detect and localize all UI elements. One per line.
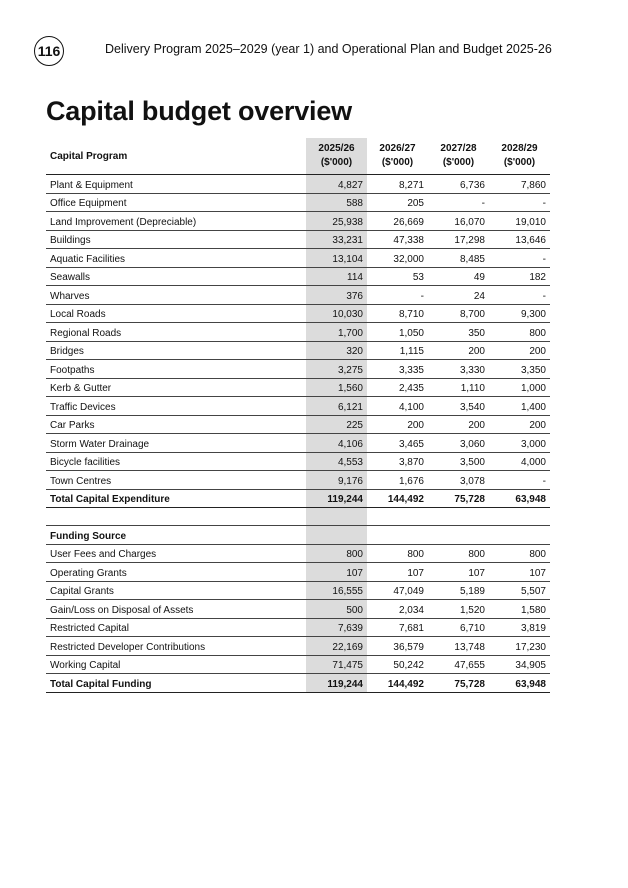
table-row <box>46 600 550 619</box>
table-row <box>46 655 550 674</box>
row-value: 1,000 <box>489 378 550 397</box>
row-value: 3,275 <box>306 360 367 379</box>
row-value: 26,669 <box>367 212 428 231</box>
table-row <box>46 341 550 360</box>
row-label: Kerb & Gutter <box>46 378 306 397</box>
row-value: 1,110 <box>428 378 489 397</box>
row-value: 144,492 <box>367 489 428 508</box>
row-value: 49 <box>428 267 489 286</box>
row-value: 4,827 <box>306 175 367 194</box>
row-label: Aquatic Facilities <box>46 249 306 268</box>
column-unit: ($'000) <box>381 157 414 168</box>
row-value: 1,050 <box>367 323 428 342</box>
row-value: 8,700 <box>428 304 489 323</box>
row-label: Wharves <box>46 286 306 305</box>
spacer-cell <box>428 508 489 526</box>
row-value: 800 <box>489 323 550 342</box>
row-label: Footpaths <box>46 360 306 379</box>
row-value: 225 <box>306 415 367 434</box>
spacer-cell <box>306 526 367 545</box>
row-value: 53 <box>367 267 428 286</box>
row-value: 107 <box>367 563 428 582</box>
row-value: 144,492 <box>367 674 428 693</box>
row-value: 800 <box>367 544 428 563</box>
spacer-cell <box>306 508 367 526</box>
row-value: 16,555 <box>306 581 367 600</box>
row-label: Plant & Equipment <box>46 175 306 194</box>
column-unit: ($'000) <box>503 157 536 168</box>
section-label: Funding Source <box>46 526 306 545</box>
row-value: 376 <box>306 286 367 305</box>
row-value: 3,870 <box>367 452 428 471</box>
table-row <box>46 212 550 231</box>
row-value: 2,034 <box>367 600 428 619</box>
funding-source-header-row <box>46 526 550 545</box>
row-value: 1,520 <box>428 600 489 619</box>
document-title: Delivery Program 2025–2029 (year 1) and Operational Plan and Budget 2025-26 <box>105 42 552 56</box>
row-value: 2,435 <box>367 378 428 397</box>
row-value: 47,655 <box>428 655 489 674</box>
row-label: Traffic Devices <box>46 397 306 416</box>
row-value: 4,000 <box>489 452 550 471</box>
column-year: 2028/29 <box>501 143 538 154</box>
row-label: Regional Roads <box>46 323 306 342</box>
row-label: Buildings <box>46 230 306 249</box>
row-value: 3,078 <box>428 471 489 490</box>
row-value: - <box>489 286 550 305</box>
row-value: 7,639 <box>306 618 367 637</box>
spacer-cell <box>428 526 489 545</box>
row-value: 1,700 <box>306 323 367 342</box>
column-unit: ($'000) <box>320 157 353 168</box>
row-value: 3,819 <box>489 618 550 637</box>
row-value: 7,860 <box>489 175 550 194</box>
row-value: 182 <box>489 267 550 286</box>
row-value: 1,580 <box>489 600 550 619</box>
row-value: 32,000 <box>367 249 428 268</box>
spacer-cell <box>46 508 306 526</box>
row-label: User Fees and Charges <box>46 544 306 563</box>
row-value: 114 <box>306 267 367 286</box>
row-value: 4,100 <box>367 397 428 416</box>
row-value: 6,710 <box>428 618 489 637</box>
row-value: 36,579 <box>367 637 428 656</box>
row-value: 200 <box>428 415 489 434</box>
row-label: Storm Water Drainage <box>46 434 306 453</box>
table-row <box>46 471 550 490</box>
row-value: 3,350 <box>489 360 550 379</box>
row-value: 200 <box>428 341 489 360</box>
row-value: 588 <box>306 193 367 212</box>
row-value: 3,465 <box>367 434 428 453</box>
table-row <box>46 267 550 286</box>
row-value: 200 <box>489 341 550 360</box>
row-value: 107 <box>306 563 367 582</box>
row-label: Total Capital Expenditure <box>46 489 306 508</box>
row-label: Restricted Developer Contributions <box>46 637 306 656</box>
table-row <box>46 193 550 212</box>
table-row <box>46 581 550 600</box>
row-value: 5,507 <box>489 581 550 600</box>
column-year: 2025/26 <box>318 143 355 154</box>
total-funding-row <box>46 674 550 693</box>
table-row <box>46 544 550 563</box>
row-value: 75,728 <box>428 674 489 693</box>
row-value: 800 <box>489 544 550 563</box>
row-value: 3,060 <box>428 434 489 453</box>
row-value: 320 <box>306 341 367 360</box>
column-year: 2027/28 <box>440 143 477 154</box>
table-row <box>46 415 550 434</box>
row-value: - <box>489 249 550 268</box>
row-label: Bridges <box>46 341 306 360</box>
row-value: 13,748 <box>428 637 489 656</box>
table-body <box>46 175 550 693</box>
page-number-badge: 116 <box>34 36 64 66</box>
row-value: 200 <box>367 415 428 434</box>
row-value: 16,070 <box>428 212 489 231</box>
row-value: 800 <box>306 544 367 563</box>
table-row <box>46 249 550 268</box>
row-value: 7,681 <box>367 618 428 637</box>
row-value: 17,298 <box>428 230 489 249</box>
row-value: 3,000 <box>489 434 550 453</box>
row-value: 17,230 <box>489 637 550 656</box>
row-value: 19,010 <box>489 212 550 231</box>
row-value: 63,948 <box>489 674 550 693</box>
row-value: 13,646 <box>489 230 550 249</box>
row-value: - <box>489 471 550 490</box>
row-label: Office Equipment <box>46 193 306 212</box>
row-label: Working Capital <box>46 655 306 674</box>
capital-program-header: Capital Program <box>46 138 306 175</box>
row-value: 10,030 <box>306 304 367 323</box>
page-title: Capital budget overview <box>46 96 352 126</box>
table-row <box>46 397 550 416</box>
row-value: 800 <box>428 544 489 563</box>
table-row <box>46 637 550 656</box>
column-unit: ($'000) <box>442 157 475 168</box>
table-row <box>46 563 550 582</box>
row-value: 34,905 <box>489 655 550 674</box>
row-value: 24 <box>428 286 489 305</box>
row-value: 500 <box>306 600 367 619</box>
spacer-cell <box>367 508 428 526</box>
row-label: Seawalls <box>46 267 306 286</box>
row-value: 1,115 <box>367 341 428 360</box>
row-value: 13,104 <box>306 249 367 268</box>
table-row <box>46 618 550 637</box>
spacer-cell <box>367 526 428 545</box>
row-value: 5,189 <box>428 581 489 600</box>
page-header <box>34 35 552 67</box>
row-value: 205 <box>367 193 428 212</box>
table-row <box>46 175 550 194</box>
row-value: 25,938 <box>306 212 367 231</box>
row-value: 63,948 <box>489 489 550 508</box>
row-label: Car Parks <box>46 415 306 434</box>
row-value: 22,169 <box>306 637 367 656</box>
table-row <box>46 304 550 323</box>
table-row <box>46 378 550 397</box>
column-header-2028-29 <box>489 138 550 175</box>
column-year: 2026/27 <box>379 143 416 154</box>
row-label: Total Capital Funding <box>46 674 306 693</box>
table-row <box>46 360 550 379</box>
row-value: 4,106 <box>306 434 367 453</box>
table-row <box>46 230 550 249</box>
row-value: 75,728 <box>428 489 489 508</box>
row-value: 350 <box>428 323 489 342</box>
total-expenditure-row <box>46 489 550 508</box>
row-value: 1,676 <box>367 471 428 490</box>
row-value: 33,231 <box>306 230 367 249</box>
capital-budget-table <box>46 138 550 693</box>
spacer-row <box>46 508 550 526</box>
row-value: 6,736 <box>428 175 489 194</box>
row-label: Capital Grants <box>46 581 306 600</box>
column-header-2026-27 <box>367 138 428 175</box>
row-label: Operating Grants <box>46 563 306 582</box>
row-value: 107 <box>428 563 489 582</box>
row-value: 3,335 <box>367 360 428 379</box>
row-label: Gain/Loss on Disposal of Assets <box>46 600 306 619</box>
row-value: 4,553 <box>306 452 367 471</box>
row-value: 3,330 <box>428 360 489 379</box>
row-label: Local Roads <box>46 304 306 323</box>
table-header-row <box>46 138 550 175</box>
row-value: 200 <box>489 415 550 434</box>
row-value: 107 <box>489 563 550 582</box>
row-value: 1,400 <box>489 397 550 416</box>
row-value: 47,049 <box>367 581 428 600</box>
row-value: 3,540 <box>428 397 489 416</box>
row-value: 1,560 <box>306 378 367 397</box>
row-label: Restricted Capital <box>46 618 306 637</box>
row-label: Land Improvement (Depreciable) <box>46 212 306 231</box>
row-value: 50,242 <box>367 655 428 674</box>
column-header-2025-26 <box>306 138 367 175</box>
table-row <box>46 323 550 342</box>
row-value: - <box>367 286 428 305</box>
row-value: 8,710 <box>367 304 428 323</box>
row-value: 119,244 <box>306 489 367 508</box>
row-value: 47,338 <box>367 230 428 249</box>
table-row <box>46 434 550 453</box>
column-header-2027-28 <box>428 138 489 175</box>
table-row <box>46 452 550 471</box>
row-label: Bicycle facilities <box>46 452 306 471</box>
row-value: 8,271 <box>367 175 428 194</box>
row-value: - <box>489 193 550 212</box>
row-value: 9,176 <box>306 471 367 490</box>
row-label: Town Centres <box>46 471 306 490</box>
row-value: 9,300 <box>489 304 550 323</box>
row-value: 119,244 <box>306 674 367 693</box>
row-value: 3,500 <box>428 452 489 471</box>
spacer-cell <box>489 526 550 545</box>
table-row <box>46 286 550 305</box>
row-value: 6,121 <box>306 397 367 416</box>
spacer-cell <box>489 508 550 526</box>
row-value: - <box>428 193 489 212</box>
row-value: 8,485 <box>428 249 489 268</box>
row-value: 71,475 <box>306 655 367 674</box>
